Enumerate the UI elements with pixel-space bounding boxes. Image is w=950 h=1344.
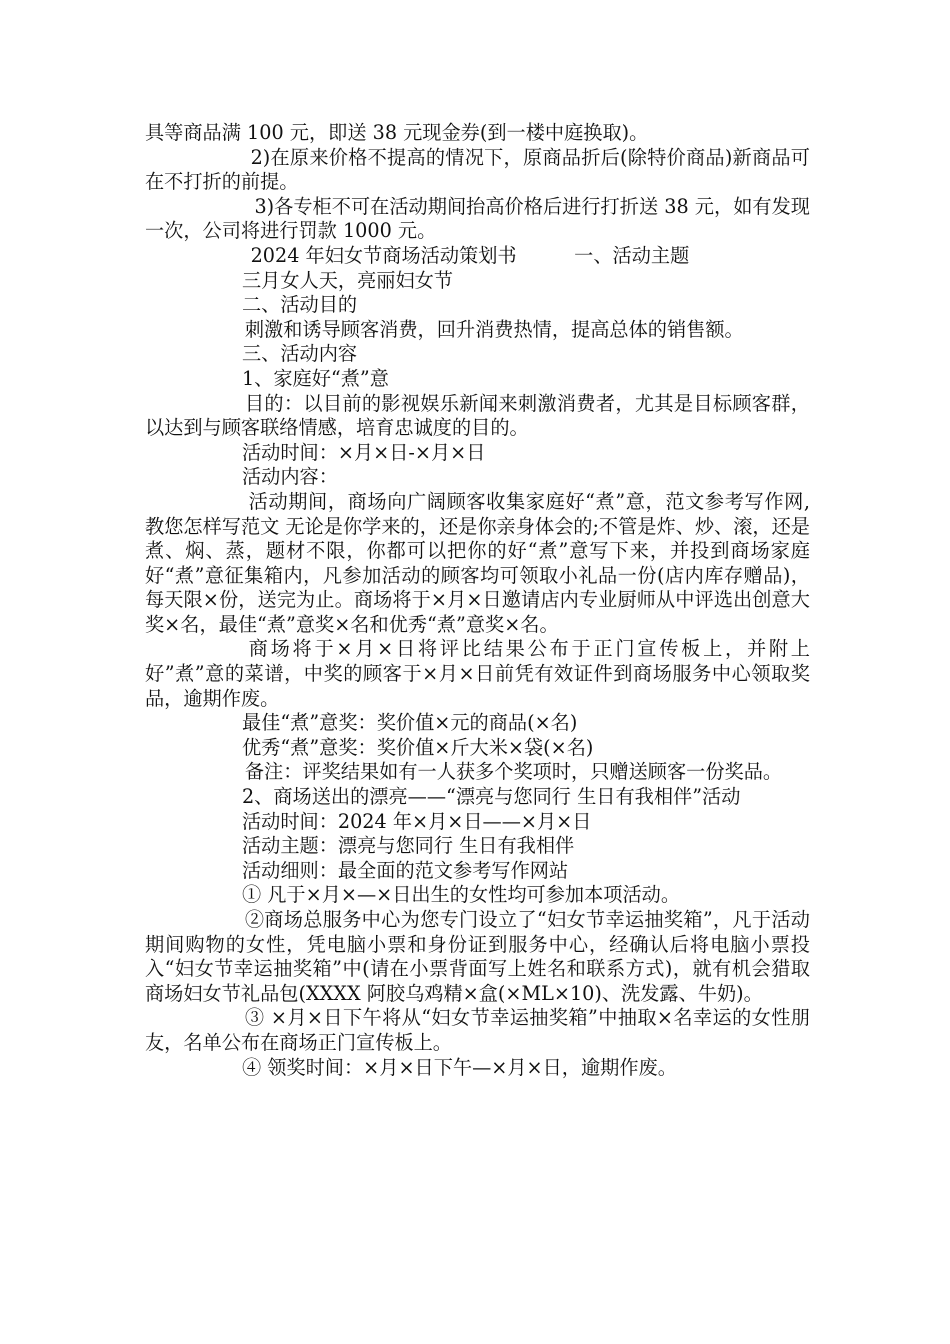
prize-best: 最佳“煮”意奖：奖价值×元的商品(×名) <box>241 711 578 735</box>
activity-2-rules-label: 活动细则：最全面的范文参考写作网站 <box>241 858 569 882</box>
heading-activity-1: 1、家庭好“煮”意 <box>241 366 389 390</box>
heading-content: 三、活动内容 <box>241 342 358 366</box>
activity-2-theme: 活动主题：漂亮与您同行 生日有我相伴 <box>241 834 575 858</box>
paragraph-rule-2: 2)在原来价格不提高的情况下，原商品折后(除特价商品)新商品可在不打折的前提。 <box>145 145 810 194</box>
purpose-text: 刺激和诱导顾客消费，回升消费热情，提高总体的销售额。 <box>244 317 744 341</box>
heading-purpose: 二、活动目的 <box>241 293 358 317</box>
paragraph-coupon: 具等商品满 100 元，即送 38 元现金券(到一楼中庭换取)。 <box>145 121 649 144</box>
activity-1-content: 活动期间，商场向广阔顾客收集家庭好“煮”意，范文参考写作网,教您怎样写范文 无论是你学来的，还是你亲身体会的;不管是炸、炒、滚，还是煮、焖、蒸，题材不限，你都可以把你的好“煮”意写下来，并投到商场家庭好“煮”意征集箱内，凡参加活动的顾客均可领取小礼品一份(店内库存赠品)，每天限×份，送完为止。商场将于×月×日邀请店内专业厨师从中评选出创意大奖×名，最佳“煮”意奖×名和优秀“煮”意奖×名。 <box>145 489 810 636</box>
prize-excellent: 优秀“煮”意奖：奖价值×斤大米×袋(×名) <box>241 735 594 759</box>
activity-1-purpose: 目的：以目前的影视娱乐新闻来刺激消费者，尤其是目标顾客群，以达到与顾客联络情感，培育忠诚度的目的。 <box>145 391 810 440</box>
activity-1-results: 商场将于×月×日将评比结果公布于正门宣传板上，并附上好”煮”意的菜谱，中奖的顾客于×月×日前凭有效证件到商场服务中心领取奖品，逾期作废。 <box>145 637 810 710</box>
document-body <box>145 121 810 1080</box>
paragraph-rule-3: 3)各专柜不可在活动期间抬高价格后进行打折送 38 元，如有发现一次，公司将进行罚款 1000 元。 <box>145 194 810 243</box>
document-title: 2024 年妇女节商场活动策划书 一、活动主题 <box>250 243 690 267</box>
theme-text: 三月女人天，亮丽妇女节 <box>241 268 454 292</box>
activity-2-rule-2: ②商场总服务中心为您专门设立了“妇女节幸运抽奖箱”，凡于活动期间购物的女性，凭电脑小票和身份证到服务中心，经确认后将电脑小票投入“妇女节幸运抽奖箱”中(请在小票背面写上姓名和联系方式)，就有机会猎取商场妇女节礼品包(XXXX 阿胶乌鸡精×盒(×ML×10)、洗发露、牛奶)。 <box>145 908 810 1005</box>
heading-activity-2: 2、商场送出的漂亮——“漂亮与您同行 生日有我相伴”活动 <box>241 785 741 809</box>
activity-2-rule-3: ③ ×月×日下午将从“妇女节幸运抽奖箱”中抽取×名幸运的女性朋友，名单公布在商场正门宣传板上。 <box>145 1006 810 1054</box>
activity-1-content-label: 活动内容： <box>241 465 338 489</box>
activity-2-rule-1: ① 凡于×月×—×日出生的女性均可参加本项活动。 <box>241 883 681 907</box>
prize-note: 备注：评奖结果如有一人获多个奖项时，只赠送顾客一份奖品。 <box>244 760 783 784</box>
activity-2-rule-4: ④ 领奖时间：×月×日下午—×月×日，逾期作废。 <box>241 1055 677 1079</box>
activity-2-time: 活动时间：2024 年×月×日——×月×日 <box>241 809 592 833</box>
activity-1-time: 活动时间：×月×日-×月×日 <box>241 440 486 464</box>
